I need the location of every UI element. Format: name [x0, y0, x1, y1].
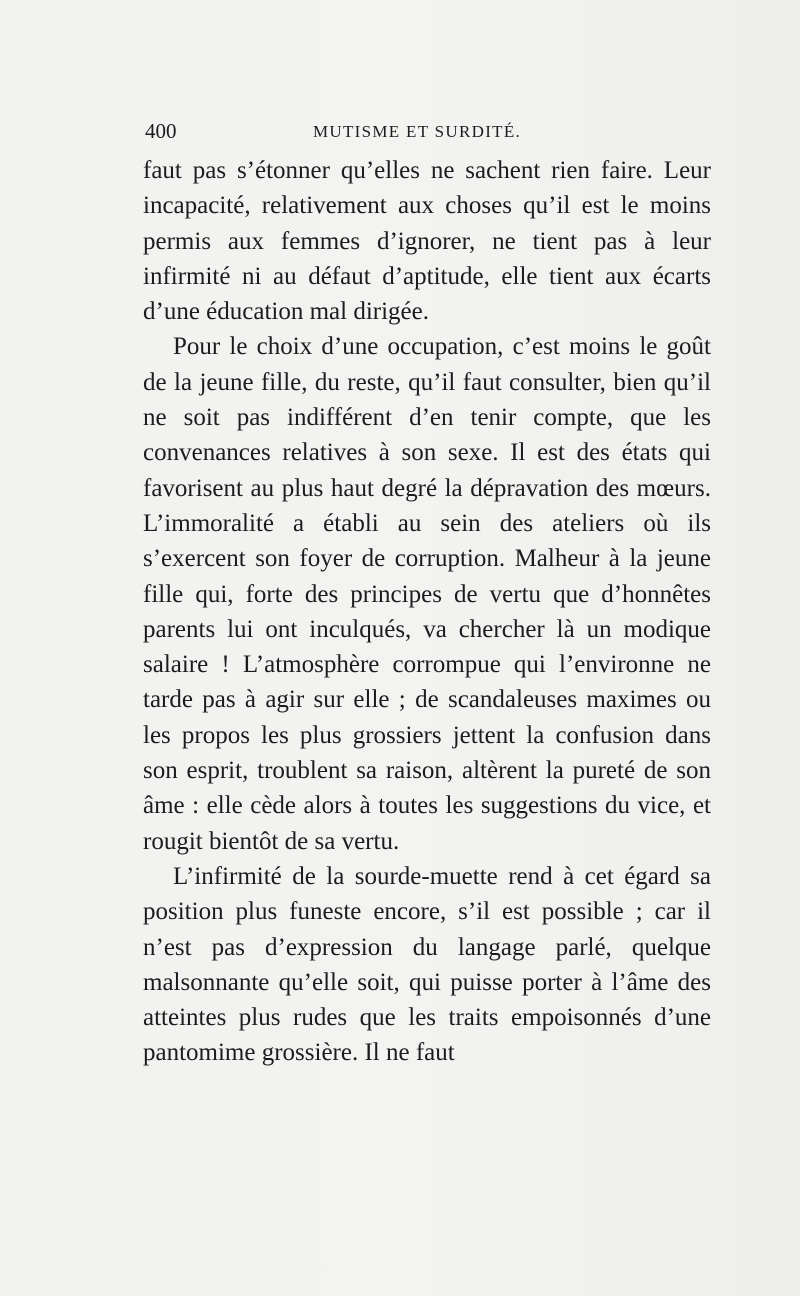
paragraph-infirmity: L’infirmité de la sourde-muette rend à cet égard sa position plus funeste encore, s’il est possible ; car il n’est pas d’expression du langage parlé, quelque malsonnante qu’elle soit, qui puisse porter à l’âme des atteintes plus rudes que les traits empoisonnés d’une pantomime grossière. Il ne faut [143, 862, 711, 1067]
paragraph-occupation: Pour le choix d’une occupation, c’est moins le goût de la jeune fille, du reste, qu’il faut consulter, bien qu’il ne soit pas indifférent d’en tenir compte, que les convenances relatives à son sexe. Il est des états qui favorisent au plus haut degré la dépravation des mœurs. L’immoralité a établi au sein des ateliers où ils s’exercent son foyer de corruption. Malheur à la jeune fille qui, forte des principes de vertu que d’honnêtes parents lui ont inculqués, va chercher là un modique salaire ! L’atmosphère corrompue qui l’environne ne tarde pas à agir sur elle ; de scandaleuses maximes ou les propos les plus grossiers jettent la confusion dans son esprit, troublent sa raison, altèrent la pureté de son âme : elle cède alors à toutes les suggestions du vice, et rougit bientôt de sa vertu. [143, 333, 711, 855]
page-content [143, 119, 711, 1071]
body-text [143, 153, 711, 1071]
page-number: 400 [145, 119, 177, 143]
running-title: MUTISME ET SURDITÉ. [313, 122, 522, 141]
running-head [143, 119, 711, 153]
paragraph-continued: faut pas s’étonner qu’elles ne sachent rien faire. Leur incapacité, relativement aux choses qu’il est le moins permis aux femmes d’ignorer, ne tient pas à leur infirmité ni au défaut d’aptitude, elle tient aux écarts d’une éducation mal dirigée. [143, 157, 711, 326]
